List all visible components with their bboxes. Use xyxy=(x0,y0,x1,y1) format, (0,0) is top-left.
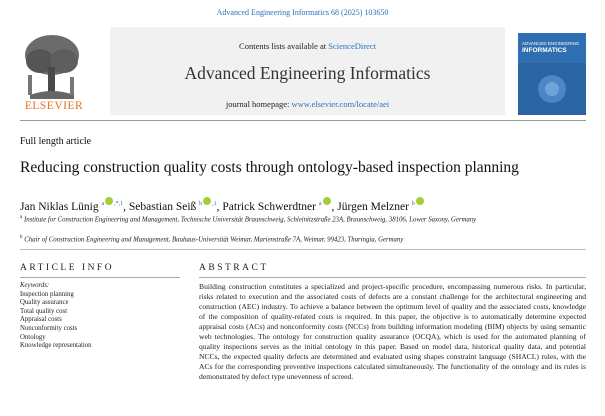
author-name[interactable]: Patrick Schwerdtner xyxy=(222,200,316,213)
journal-homepage xyxy=(110,99,505,109)
keyword-item: Inspection planning xyxy=(20,290,74,298)
homepage-link[interactable]: www.elsevier.com/locate/aei xyxy=(291,99,390,109)
journal-cover[interactable] xyxy=(518,33,586,115)
cover-art-icon xyxy=(518,63,586,115)
cover-line-1: ADVANCED ENGINEERING xyxy=(522,41,580,46)
author-affiliation-sup: a xyxy=(318,201,322,207)
abstract-rule xyxy=(199,277,586,278)
author-affiliation-sup: a xyxy=(101,201,105,207)
affiliation-b xyxy=(20,233,480,245)
contents-prefix: Contents lists available at xyxy=(239,41,329,51)
keyword-item: Appraisal costs xyxy=(20,316,62,324)
orcid-icon[interactable] xyxy=(105,197,113,205)
author-note-sup: ,1 xyxy=(212,201,217,207)
header-divider xyxy=(20,120,586,121)
article-info-heading: ARTICLE INFO xyxy=(20,263,115,273)
article-type: Full length article xyxy=(20,136,92,147)
affiliation-a xyxy=(20,213,480,225)
abstract-text: Building construction constitutes a specialized and project-specific procedure, encompassing numerous risks. In particular, risks related to execution and the associated costs of defects are a constant challenge for the architectural engineering and construction (AEC) industry. To achieve a balance between the optimum level of quality and the associated costs, knowledge of the composition of quality-related costs is required. In this paper, the objective is to automatically determine expected appraisal costs (ACs) and nonconformity costs (NCCs) from building information modeling (BIM) objects by using semantic web technologies. The ontology for construction quality assurance (OCQA), which is used for the automated planning of quality inspections serves as the initial ontology in this paper. Based on model data, historical quality data, and potential NCCs, the expected quality defects are determined and evaluated using shapes constraint language (SHACL) rules, with the ACs for the corresponding preventive inspections calculated simultaneously. The functionality of the ontology and its rules is demonstrated by defect type unevenness of screed. xyxy=(199,282,586,381)
affiliation-text: Chair of Construction Engineering and Management, Bauhaus-Universität Weimar, Marienstraße 7A, Weimar, 99423, Thuringia, Germany xyxy=(24,236,404,244)
article-info-rule xyxy=(20,277,180,278)
orcid-icon[interactable] xyxy=(323,197,331,205)
contents-line xyxy=(110,41,505,51)
keywords-block xyxy=(20,282,180,351)
author-name[interactable]: Sebastian Seiß xyxy=(128,200,197,213)
keyword-item: Nonconformity costs xyxy=(20,324,78,332)
author-affiliation-sup: b xyxy=(199,201,203,207)
keyword-item: Total quality cost xyxy=(20,307,68,315)
orcid-icon[interactable] xyxy=(203,197,211,205)
sciencedirect-link[interactable]: ScienceDirect xyxy=(328,41,376,51)
section-divider xyxy=(20,249,586,250)
homepage-prefix: journal homepage: xyxy=(225,99,292,109)
keyword-item: Ontology xyxy=(20,333,46,341)
author-name[interactable]: Jürgen Melzner xyxy=(337,200,409,213)
affiliation-label: a xyxy=(20,215,23,220)
author-note-sup: ,*,1 xyxy=(114,201,124,207)
journal-title: Advanced Engineering Informatics xyxy=(184,63,431,83)
abstract-heading: ABSTRACT xyxy=(199,263,269,273)
keyword-item: Quality assurance xyxy=(20,299,69,307)
orcid-icon[interactable] xyxy=(416,197,424,205)
author-affiliation-sup: b xyxy=(411,201,415,207)
publisher-logo[interactable]: ELSEVIER xyxy=(24,100,84,112)
affiliation-label: b xyxy=(20,235,23,240)
article-title: Reducing construction quality costs through ontology-based inspection planning xyxy=(20,159,519,176)
author-name[interactable]: Jan Niklas Lünig xyxy=(20,200,99,213)
journal-reference[interactable]: Advanced Engineering Informatics 68 (2025) 103650 xyxy=(216,8,389,17)
keyword-item: Knowledge representation xyxy=(20,342,92,350)
keywords-label: Keywords: xyxy=(20,282,50,289)
author-list: Jan Niklas Lünig $^a$ $^{,*,1}$, Sebastian Seiß $^b$ $^{,1}$, Patrick Schwerdtner $^a$ , Jürgen Melzner $^b$ xyxy=(20,197,590,213)
affiliation-text: Institute for Construction Engineering and Management, Technische Universität Braunschweig, Schleinitzstraße 23A, Braunschweig, 38106, Lower Saxony, Germany xyxy=(23,216,477,224)
cover-line-2: INFORMATICS xyxy=(522,47,567,54)
